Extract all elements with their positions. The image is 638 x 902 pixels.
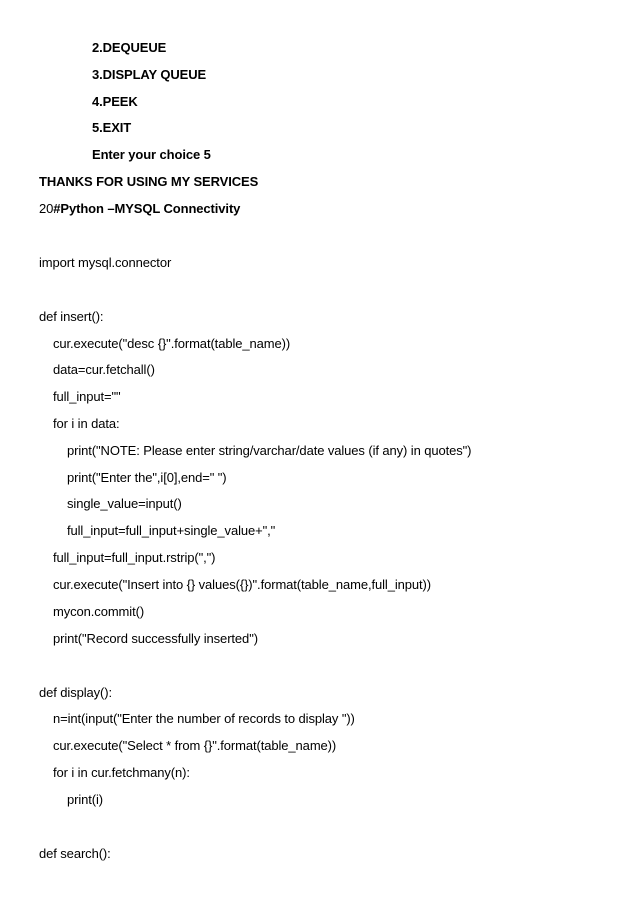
code-line: def insert(): [39,309,104,324]
code-line: cur.execute("Select * from {}".format(table_name)) [53,738,337,753]
code-line: cur.execute("Insert into {} values({})".format(table_name,full_input)) [53,577,431,592]
code-line: full_input=full_input.rstrip(",") [53,550,216,565]
code-line: full_input="" [53,389,121,404]
thanks-message: THANKS FOR USING MY SERVICES [39,174,259,189]
code-line: print(i) [67,792,104,807]
code-line: print("Enter the",i[0],end=" ") [67,470,227,485]
code-line: print("NOTE: Please enter string/varchar/date values (if any) in quotes") [67,443,472,458]
menu-option-dequeue: 2.DEQUEUE [92,40,167,55]
code-line: single_value=input() [67,496,182,511]
code-line: n=int(input("Enter the number of records to display ")) [53,711,355,726]
code-line: def display(): [39,685,113,700]
menu-option-exit: 5.EXIT [92,120,132,135]
code-line: for i in data: [53,416,120,431]
code-line: def search(): [39,846,111,861]
section-title: #Python –MYSQL Connectivity [53,201,241,216]
menu-option-peek: 4.PEEK [92,94,138,109]
menu-option-display-queue: 3.DISPLAY QUEUE [92,67,207,82]
code-line: data=cur.fetchall() [53,362,155,377]
code-line: full_input=full_input+single_value+"," [67,523,276,538]
code-line: cur.execute("desc {}".format(table_name)) [53,336,291,351]
menu-choice-prompt: Enter your choice 5 [92,147,211,162]
code-line: print("Record successfully inserted") [53,631,258,646]
section-number: 20 [39,201,54,216]
code-line: mycon.commit() [53,604,145,619]
section-heading [39,201,240,217]
code-line: for i in cur.fetchmany(n): [53,765,190,780]
code-line: import mysql.connector [39,255,172,270]
